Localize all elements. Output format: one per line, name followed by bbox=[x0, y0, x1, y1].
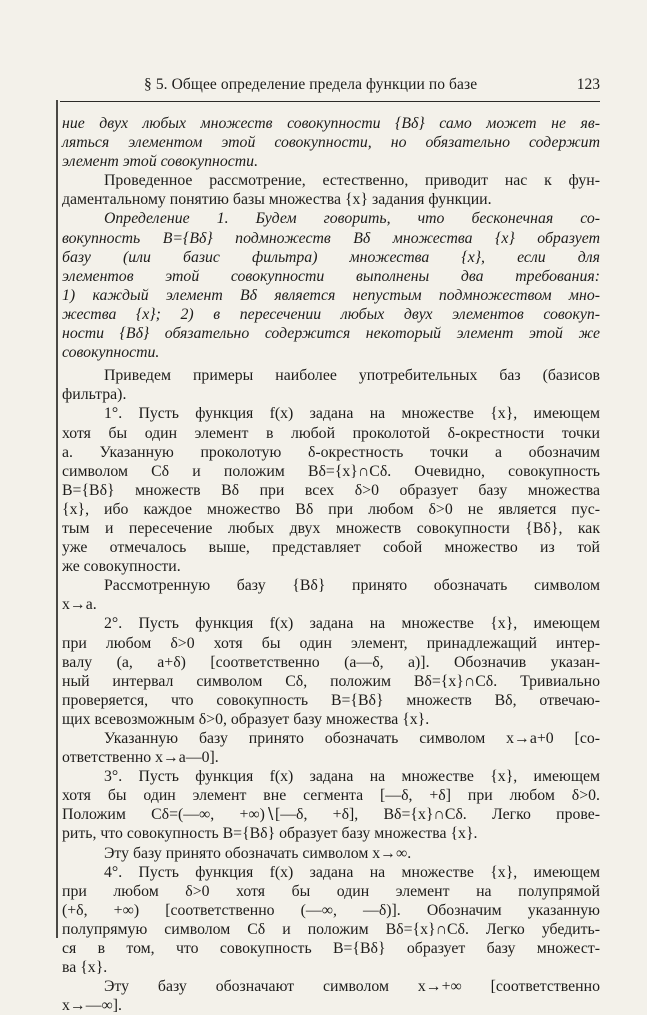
text-line: 1°. Пусть функция f(x) задана на множестве {x}, имеющем bbox=[104, 405, 600, 423]
running-header bbox=[60, 76, 600, 102]
text-line: Указанную базу принято обозначать символом x→a+0 [со- bbox=[104, 730, 600, 747]
text-line: Приведем примеры наиболее употребительных баз (базисов bbox=[104, 367, 600, 385]
text-line: ответственно x→a—0]. bbox=[62, 749, 219, 767]
definition-line: 1) каждый элемент Bδ является непустым подмножеством мно- bbox=[62, 286, 600, 304]
text-line: ние двух любых множеств совокупности {Bδ} само может не яв- bbox=[62, 115, 600, 132]
page-number: 123 bbox=[576, 76, 600, 93]
text-line: Проведенное рассмотрение, естественно, приводит нас к фун- bbox=[104, 172, 600, 190]
text-line: даментальному понятию базы множества {x} задания функции. bbox=[62, 191, 492, 209]
definition-line: элементов этой совокупности выполнены два требования: bbox=[62, 267, 600, 285]
definition-line: жества {x}; 2) в пересечении любых двух элементов совокуп- bbox=[62, 305, 600, 323]
text-line: при любом δ>0 хотя бы один элемент на полупрямой bbox=[62, 882, 600, 900]
text-line: Эту базу принято обозначать символом x→∞. bbox=[104, 844, 412, 862]
text-line: уже отмечалось выше, представляет собой множество из той bbox=[62, 539, 600, 557]
text-line: x→—∞]. bbox=[62, 997, 122, 1015]
definition-line: совокупности. bbox=[62, 344, 160, 362]
text-line: фильтра). bbox=[62, 386, 127, 404]
text-line: ный интервал символом Cδ, положим Bδ={x}∩Cδ. Тривиально bbox=[62, 672, 600, 690]
text-line: Эту базу обозначают символом x→+∞ [соответственно bbox=[104, 978, 600, 996]
text-line: валу (a, a+δ) [соответственно (a—δ, a)]. Обозначив указан- bbox=[62, 653, 600, 671]
text-line: тым и пересечение любых двух множеств совокупности {Bδ}, как bbox=[62, 519, 600, 537]
text-line: ся в том, что совокупность B={Bδ} образует базу множест- bbox=[62, 940, 600, 958]
text-line: Рассмотренную базу {Bδ} принято обозначать символом bbox=[104, 577, 600, 595]
text-line: щих всевозможным δ>0, образует базу множества {x}. bbox=[62, 710, 430, 728]
text-line: символом Cδ и положим Bδ={x}∩Cδ. Очевидно, совокупность bbox=[62, 462, 600, 480]
definition-line: базу (или базис фильтра) множества {x}, если для bbox=[62, 248, 600, 266]
header-rule bbox=[60, 101, 600, 102]
definition-line: Определение 1. Будем говорить, что бесконечная со- bbox=[104, 210, 600, 228]
text-line: 3°. Пусть функция f(x) задана на множестве {x}, имеющем bbox=[104, 768, 600, 786]
definition-line: вокупность B={Bδ} подмножеств Bδ множества {x} образует bbox=[62, 229, 600, 247]
text-line: ляться элементом этой совокупности, но обязательно содержит bbox=[62, 134, 600, 152]
text-line: a. Указанную проколотую δ-окрестность точки a обозначим bbox=[62, 443, 600, 461]
text-line: хотя бы один элемент в любой проколотой δ-окрестности точки bbox=[62, 424, 600, 442]
text-line: {x}, ибо каждое множество Bδ при любом δ>0 не является пус- bbox=[62, 500, 600, 518]
text-line: полупрямую символом Cδ и положим Bδ={x}∩Cδ. Легко убедить- bbox=[62, 920, 600, 938]
text-line: x→a. bbox=[62, 596, 97, 614]
body-text bbox=[62, 114, 600, 1015]
text-line: 4°. Пусть функция f(x) задана на множестве {x}, имеющем bbox=[104, 863, 600, 881]
text-line: хотя бы один элемент вне сегмента [—δ, +δ] при любом δ>0. bbox=[62, 787, 600, 805]
text-line: рить, что совокупность B={Bδ} образует базу множества {x}. bbox=[62, 825, 478, 843]
text-line: проверяется, что совокупность B={Bδ} множеств Bδ, отвечаю- bbox=[62, 691, 600, 709]
text-line: 2°. Пусть функция f(x) задана на множестве {x}, имеющем bbox=[104, 615, 600, 633]
text-line: B={Bδ} множеств Bδ при всех δ>0 образует базу множества bbox=[62, 481, 600, 499]
text-line: элемент этой совокупности. bbox=[62, 153, 259, 171]
binding-margin-line bbox=[56, 100, 58, 938]
text-line: ва {x}. bbox=[62, 959, 108, 977]
text-line: Положим Cδ=(—∞, +∞)∖[—δ, +δ], Bδ={x}∩Cδ. Легко прове- bbox=[62, 806, 600, 824]
section-title: § 5. Общее определение предела функции по базе bbox=[144, 76, 478, 93]
text-line: (+δ, +∞) [соответственно (—∞, —δ)]. Обозначим указанную bbox=[62, 901, 600, 919]
text-line: при любом δ>0 хотя бы один элемент, принадлежащий интер- bbox=[62, 634, 600, 652]
definition-line: ности {Bδ} обязательно содержится некоторый элемент этой же bbox=[62, 325, 600, 343]
text-line: же совокупности. bbox=[62, 558, 181, 576]
